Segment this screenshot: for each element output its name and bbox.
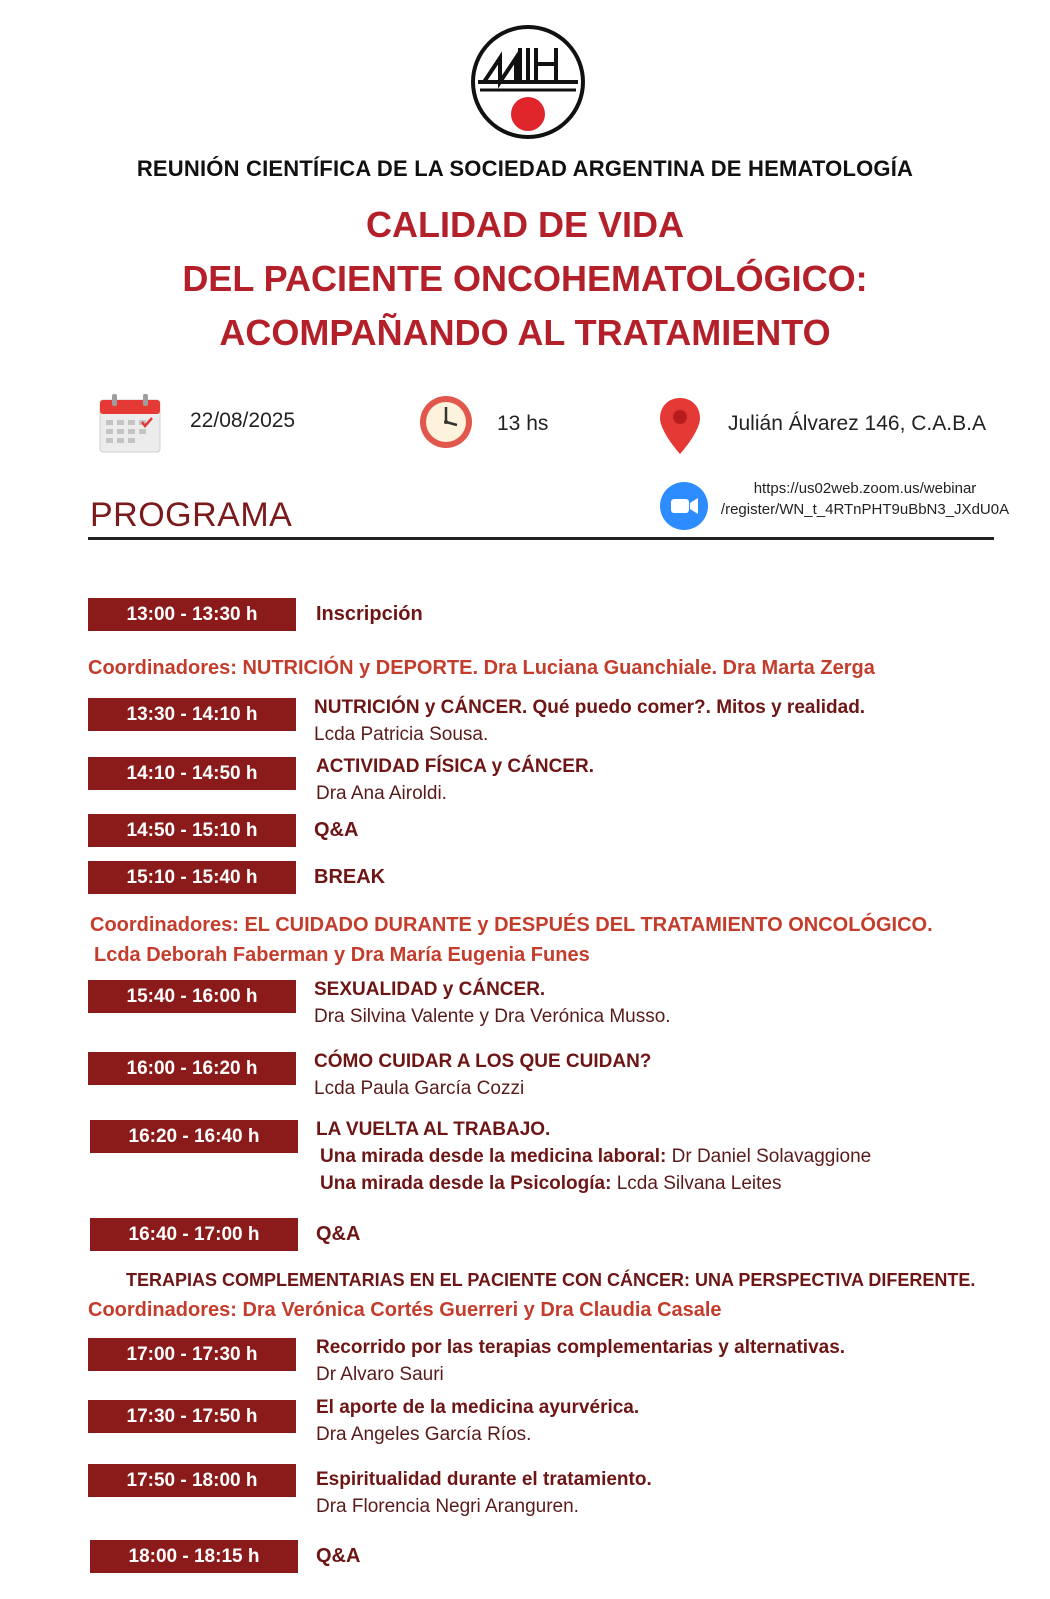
session-title: El aporte de la medicina ayurvérica. xyxy=(316,1397,640,1418)
time-slot: 13:00 - 13:30 h xyxy=(88,598,296,631)
clock-icon xyxy=(418,394,474,450)
subtopic-speaker: Dr Daniel Solavaggione xyxy=(671,1146,872,1167)
time-slot: 16:40 - 17:00 h xyxy=(90,1218,298,1251)
sah-logo xyxy=(470,24,586,140)
session-speaker: Dra Angeles García Ríos. xyxy=(316,1424,532,1445)
time-slot: 16:00 - 16:20 h xyxy=(88,1052,296,1085)
divider xyxy=(88,537,994,540)
session-subtopic-1 xyxy=(320,1146,871,1168)
session-subtopic-2 xyxy=(320,1173,782,1195)
time-slot: 17:30 - 17:50 h xyxy=(88,1400,296,1433)
session-title: NUTRICIÓN y CÁNCER. Qué puedo comer?. Mitos y realidad. xyxy=(314,697,866,718)
event-title-line-3: ACOMPAÑANDO AL TRATAMIENTO xyxy=(219,312,831,353)
coordinators-nutrition: Coordinadores: NUTRICIÓN y DEPORTE. Dra Luciana Guanchiale. Dra Marta Zerga xyxy=(88,657,875,679)
session-speaker: Dra Florencia Negri Aranguren. xyxy=(316,1496,579,1517)
session-title: Recorrido por las terapias complementarias y alternativas. xyxy=(316,1337,846,1358)
time-slot: 17:00 - 17:30 h xyxy=(88,1338,296,1371)
section-complementary-title: TERAPIAS COMPLEMENTARIAS EN EL PACIENTE CON CÁNCER: UNA PERSPECTIVA DIFERENTE. xyxy=(126,1270,976,1290)
time-slot: 16:20 - 16:40 h xyxy=(90,1120,298,1153)
location-pin-icon xyxy=(658,396,702,456)
coordinators-complementary: Coordinadores: Dra Verónica Cortés Guerreri y Dra Claudia Casale xyxy=(88,1299,722,1321)
session-title: Q&A xyxy=(316,1223,361,1245)
session-title: BREAK xyxy=(314,866,386,888)
programa-heading: PROGRAMA xyxy=(90,496,293,534)
subtopic-label: Una mirada desde la Psicología: xyxy=(320,1173,612,1194)
zoom-link[interactable] xyxy=(700,478,1030,520)
event-title-line-2: DEL PACIENTE ONCOHEMATOLÓGICO: xyxy=(182,258,868,299)
subtopic-label: Una mirada desde la medicina laboral: xyxy=(320,1146,667,1167)
session-title: LA VUELTA AL TRABAJO. xyxy=(316,1119,551,1140)
event-title-line-1: CALIDAD DE VIDA xyxy=(365,204,684,245)
calendar-icon xyxy=(98,392,162,454)
session-speaker: Dra Ana Airoldi. xyxy=(316,783,447,804)
session-title: Inscripción xyxy=(316,603,423,625)
event-location: Julián Álvarez 146, C.A.B.A xyxy=(728,412,986,435)
time-slot: 14:50 - 15:10 h xyxy=(88,814,296,847)
time-slot: 18:00 - 18:15 h xyxy=(90,1540,298,1573)
time-slot: 17:50 - 18:00 h xyxy=(88,1464,296,1497)
session-speaker: Lcda Paula García Cozzi xyxy=(314,1078,525,1099)
subtopic-speaker: Lcda Silvana Leites xyxy=(616,1173,782,1194)
session-title: SEXUALIDAD y CÁNCER. xyxy=(314,979,546,1000)
session-title: Q&A xyxy=(316,1545,361,1567)
session-title: ACTIVIDAD FÍSICA y CÁNCER. xyxy=(316,756,594,777)
zoom-link-line-2[interactable]: /register/WN_t_4RTnPHT9uBbN3_JXdU0A xyxy=(720,501,1010,518)
time-slot: 13:30 - 14:10 h xyxy=(88,698,296,731)
event-date: 22/08/2025 xyxy=(190,409,296,432)
event-title xyxy=(0,198,1050,360)
session-title: Q&A xyxy=(314,819,359,841)
time-slot: 14:10 - 14:50 h xyxy=(88,757,296,790)
session-speaker: Dr Alvaro Sauri xyxy=(316,1364,444,1385)
zoom-link-line-1[interactable]: https://us02web.zoom.us/webinar xyxy=(753,480,977,497)
session-title: Espiritualidad durante el tratamiento. xyxy=(316,1469,652,1490)
time-slot: 15:40 - 16:00 h xyxy=(88,980,296,1013)
time-slot: 15:10 - 15:40 h xyxy=(88,861,296,894)
session-speaker: Dra Silvina Valente y Dra Verónica Musso. xyxy=(314,1006,671,1027)
session-speaker: Lcda Patricia Sousa. xyxy=(314,724,489,745)
coordinators-care-names: Lcda Deborah Faberman y Dra María Eugenia Funes xyxy=(94,944,590,966)
event-time: 13 hs xyxy=(497,412,549,435)
session-title: CÓMO CUIDAR A LOS QUE CUIDAN? xyxy=(314,1051,652,1072)
coordinators-care: Coordinadores: EL CUIDADO DURANTE y DESPUÉS DEL TRATAMIENTO ONCOLÓGICO. xyxy=(90,914,933,936)
org-title: REUNIÓN CIENTÍFICA DE LA SOCIEDAD ARGENTINA DE HEMATOLOGÍA xyxy=(136,156,914,181)
